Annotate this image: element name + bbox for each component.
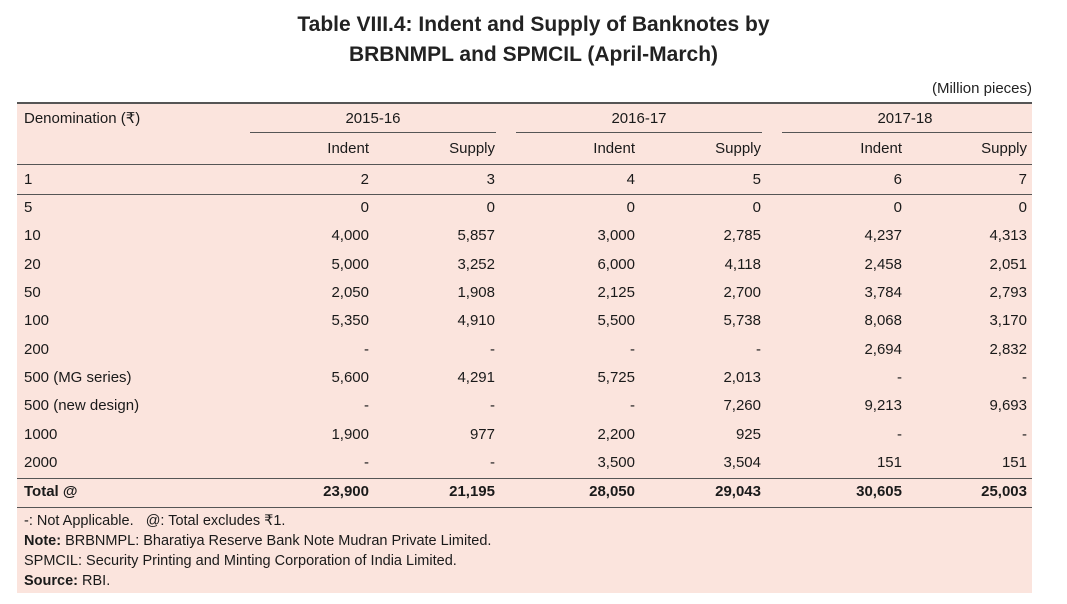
value-cell: 9,693: [989, 397, 1027, 414]
table-row: [17, 279, 1032, 307]
value-cell: 0: [752, 199, 761, 216]
year-header: 2015-16: [345, 110, 401, 127]
value-cell: 9,213: [864, 397, 902, 414]
table-row: [17, 194, 1032, 222]
denomination-cell: 20: [24, 256, 41, 273]
table-row: [17, 251, 1032, 279]
table-row: [17, 307, 1032, 335]
value-cell: 2,793: [989, 284, 1027, 301]
value-cell: 5,600: [331, 369, 369, 386]
value-cell: -: [490, 397, 495, 414]
index-cell: 4: [626, 171, 635, 188]
value-cell: 3,000: [597, 227, 635, 244]
value-cell: 4,291: [457, 369, 495, 386]
value-cell: -: [630, 397, 635, 414]
total-cell: 25,003: [981, 483, 1027, 500]
value-cell: -: [490, 454, 495, 471]
value-cell: 0: [486, 199, 495, 216]
value-cell: 5,725: [597, 369, 635, 386]
value-cell: -: [364, 397, 369, 414]
header-row-sub: [17, 135, 1032, 163]
value-cell: 5,000: [331, 256, 369, 273]
source-line: [24, 571, 491, 591]
index-cell: 1: [24, 171, 33, 188]
value-cell: -: [364, 341, 369, 358]
value-cell: 3,784: [864, 284, 902, 301]
value-cell: -: [1022, 426, 1027, 443]
value-cell: 4,910: [457, 312, 495, 329]
year-underline: [250, 132, 496, 133]
value-cell: -: [897, 369, 902, 386]
value-cell: 0: [360, 199, 369, 216]
table-row: [17, 421, 1032, 449]
value-cell: 2,785: [723, 227, 761, 244]
total-cell: 28,050: [589, 483, 635, 500]
value-cell: 2,013: [723, 369, 761, 386]
table-title-line-1: Table VIII.4: Indent and Supply of Banknotes by: [297, 13, 770, 36]
index-row: [17, 166, 1032, 194]
total-cell: 29,043: [715, 483, 761, 500]
sub-header: Indent: [860, 140, 902, 157]
value-cell: -: [756, 341, 761, 358]
total-cell: 30,605: [856, 483, 902, 500]
legend-note: -: Not Applicable. @: Total excludes ₹1.: [24, 513, 286, 529]
source-label: Source:: [24, 573, 78, 589]
value-cell: 4,000: [331, 227, 369, 244]
value-cell: 6,000: [597, 256, 635, 273]
denomination-header: Denomination (₹): [24, 110, 141, 127]
sub-header: Indent: [593, 140, 635, 157]
value-cell: 151: [876, 454, 902, 471]
total-bottom-rule: [17, 507, 1032, 508]
total-cell: 21,195: [449, 483, 495, 500]
value-cell: 1,900: [331, 426, 369, 443]
total-cell: 23,900: [323, 483, 369, 500]
index-cell: 3: [486, 171, 495, 188]
value-cell: 3,504: [723, 454, 761, 471]
value-cell: -: [630, 341, 635, 358]
denomination-cell: 500 (new design): [24, 397, 140, 414]
denomination-cell: 5: [24, 199, 33, 216]
value-cell: 2,832: [989, 341, 1027, 358]
denomination-cell: 100: [24, 312, 50, 329]
spmcil-note: SPMCIL: Security Printing and Minting Corporation of India Limited.: [24, 553, 457, 569]
value-cell: 0: [626, 199, 635, 216]
value-cell: 2,694: [864, 341, 902, 358]
sub-header: Supply: [715, 140, 761, 157]
value-cell: 0: [893, 199, 902, 216]
value-cell: 7,260: [723, 397, 761, 414]
unit-label: (Million pieces): [931, 80, 1032, 97]
total-label: Total @: [24, 483, 78, 500]
value-cell: 977: [469, 426, 495, 443]
value-cell: 3,252: [457, 256, 495, 273]
denomination-cell: 10: [24, 227, 41, 244]
denomination-cell: 1000: [24, 426, 58, 443]
value-cell: 5,500: [597, 312, 635, 329]
table-row: [17, 336, 1032, 364]
table-row: [17, 364, 1032, 392]
value-cell: -: [364, 454, 369, 471]
header-row-years: [17, 105, 1032, 133]
note-text: BRBNMPL: Bharatiya Reserve Bank Note Mudran Private Limited.: [61, 533, 492, 549]
value-cell: -: [490, 341, 495, 358]
value-cell: 5,857: [457, 227, 495, 244]
value-cell: 5,738: [723, 312, 761, 329]
denomination-cell: 200: [24, 341, 50, 358]
value-cell: 4,237: [864, 227, 902, 244]
year-header: 2017-18: [877, 110, 933, 127]
sub-header: Indent: [327, 140, 369, 157]
value-cell: 925: [735, 426, 761, 443]
denomination-cell: 2000: [24, 454, 58, 471]
value-cell: 2,200: [597, 426, 635, 443]
source-text: RBI.: [78, 573, 111, 589]
table-top-rule: [17, 102, 1032, 104]
value-cell: 2,125: [597, 284, 635, 301]
value-cell: 2,700: [723, 284, 761, 301]
value-cell: 5,350: [331, 312, 369, 329]
value-cell: 4,313: [989, 227, 1027, 244]
table-row: [17, 449, 1032, 477]
note-label: Note:: [24, 533, 62, 549]
value-cell: 2,458: [864, 256, 902, 273]
value-cell: -: [1022, 369, 1027, 386]
table-title: [0, 10, 1067, 70]
table-title-line-2: BRBNMPL and SPMCIL (April-March): [348, 43, 719, 66]
year-underline: [516, 132, 762, 133]
sub-header: Supply: [449, 140, 495, 157]
table-row: [17, 392, 1032, 420]
denomination-cell: 500 (MG series): [24, 369, 132, 386]
year-header: 2016-17: [611, 110, 667, 127]
value-cell: 151: [1001, 454, 1027, 471]
total-row: [17, 478, 1032, 506]
value-cell: 4,118: [724, 256, 761, 273]
index-cell: 6: [893, 171, 902, 188]
value-cell: -: [897, 426, 902, 443]
index-cell: 5: [752, 171, 761, 188]
value-cell: 2,051: [989, 256, 1027, 273]
value-cell: 1,908: [457, 284, 495, 301]
sub-header: Supply: [981, 140, 1027, 157]
value-cell: 2,050: [331, 284, 369, 301]
value-cell: 0: [1018, 199, 1027, 216]
year-underline: [782, 132, 1032, 133]
value-cell: 8,068: [864, 312, 902, 329]
index-cell: 2: [360, 171, 369, 188]
value-cell: 3,170: [989, 312, 1027, 329]
table-notes: [24, 511, 491, 591]
index-cell: 7: [1018, 171, 1027, 188]
denomination-cell: 50: [24, 284, 41, 301]
note-line: [24, 531, 491, 551]
table-row: [17, 222, 1032, 250]
value-cell: 3,500: [597, 454, 635, 471]
header-bottom-rule: [17, 164, 1032, 165]
